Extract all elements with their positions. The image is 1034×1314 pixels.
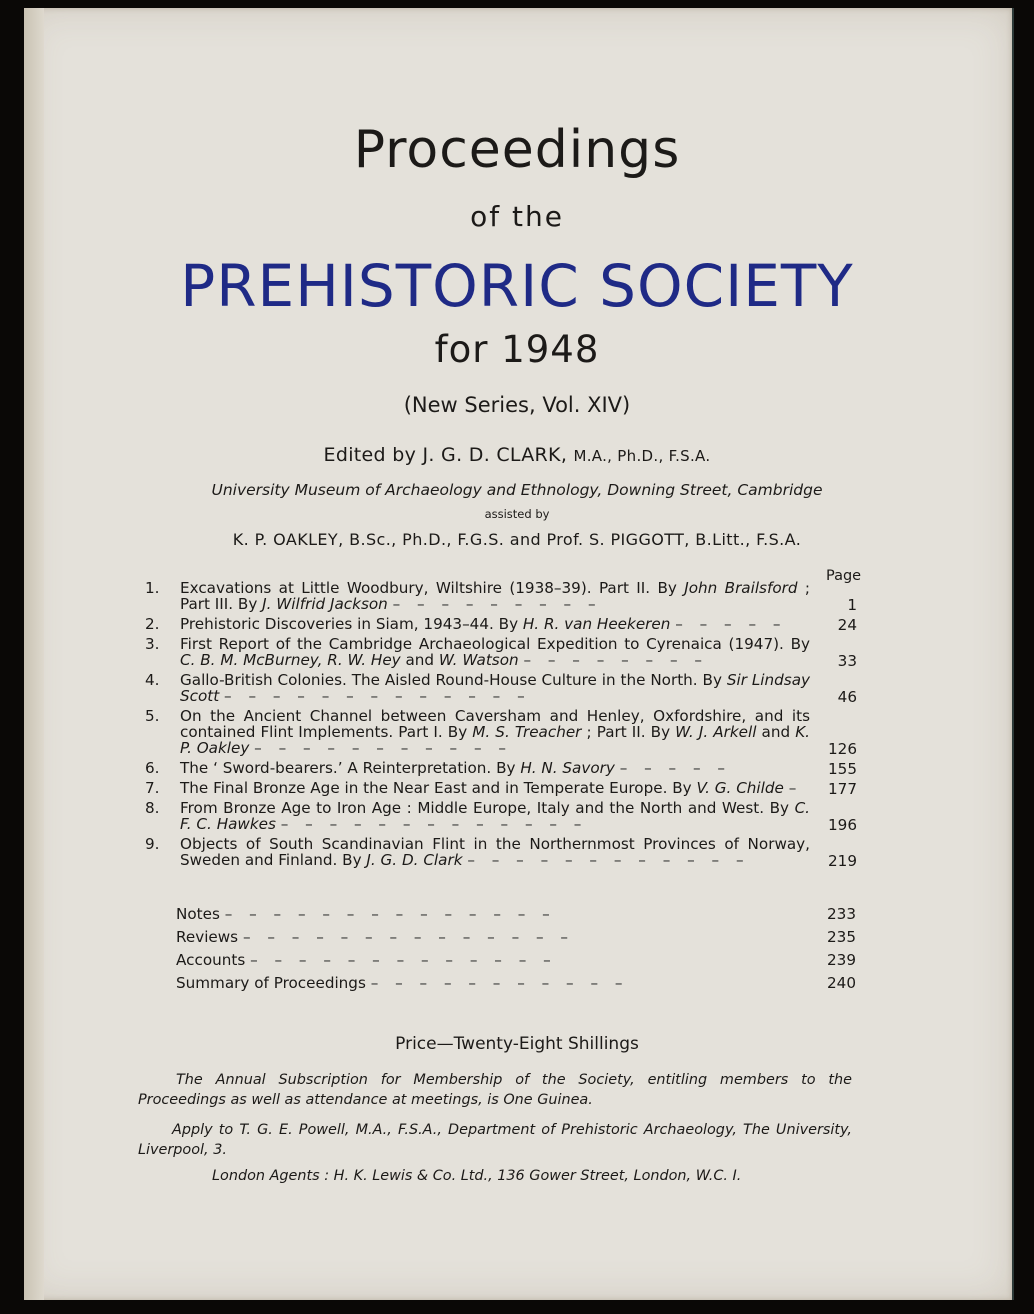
toc-entry: [145, 760, 865, 776]
editor-qualifications: M.A., Ph.D., F.S.A.: [573, 447, 711, 465]
toc-entry: [145, 780, 865, 796]
toc-entry-page: 126: [828, 740, 857, 758]
toc-entry-page: 196: [828, 816, 857, 834]
toc-entry-title: Excavations at Little Woodbury, Wiltshire (1938–39). Part II. By John Brailsford ; Part III. By J. Wilfrid Jackson – – – – – – – – –: [180, 579, 810, 613]
toc-entry-title: On the Ancient Channel between Caversham and Henley, Oxfordshire, and its contained Flint Implements. Part I. By M. S. Treacher ; Part II. By W. J. Arkell and K. P. Oakley – – – – – – – – – – –: [180, 707, 811, 757]
toc-entry: [145, 800, 865, 832]
title-of-the: of the: [470, 200, 564, 233]
toc-entry-title: Objects of South Scandinavian Flint in the Northernmost Provinces of Norway, Sweden and Finland. By J. G. D. Clark – – – – – – – – – – – –: [180, 835, 810, 869]
toc-entry-page: 46: [837, 688, 857, 706]
toc-entry-number: 3.: [145, 635, 160, 653]
society-name: PREHISTORIC SOCIETY: [180, 252, 854, 320]
toc-entry-title: From Bronze Age to Iron Age : Middle Europe, Italy and the North and West. By C. F. C. Hawkes – – – – – – – – – – – – –: [180, 799, 810, 833]
toc-entry-page: 24: [837, 616, 857, 634]
toc-page-header: Page: [826, 568, 862, 584]
price-line: Price—Twenty-Eight Shillings: [395, 1034, 639, 1054]
toc-entry: [145, 708, 865, 756]
toc-extra-page: 239: [827, 951, 856, 969]
toc-entry-title: First Report of the Cambridge Archaeological Expedition to Cyrenaica (1947). By C. B. M. McBurney, R. W. Hey and W. Watson – – – – – – – –: [180, 635, 810, 669]
toc-extra-reviews: Reviews – – – – – – – – – – – – – – 235: [176, 928, 856, 946]
series-volume: (New Series, Vol. XIV): [403, 393, 631, 417]
toc-extra-notes: Notes – – – – – – – – – – – – – – 233: [176, 905, 856, 923]
toc-entry-page: 177: [828, 780, 857, 798]
toc-entry-number: 9.: [145, 835, 160, 853]
toc-entry-page: 219: [828, 852, 857, 870]
toc-entry-title: Prehistoric Discoveries in Siam, 1943–44. By H. R. van Heekeren – – – – –: [180, 615, 787, 633]
toc-extra-summary: Summary of Proceedings – – – – – – – – – – – 240: [176, 974, 856, 992]
toc-entry-number: 5.: [145, 707, 160, 725]
toc-entry: [145, 636, 865, 668]
toc-extra-accounts: Accounts – – – – – – – – – – – – – 239: [176, 951, 856, 969]
editor-institution: University Museum of Archaeology and Ethnology, Downing Street, Cambridge: [211, 481, 823, 499]
apply-note: Apply to T. G. E. Powell, M.A., F.S.A., Department of Prehistoric Archaeology, The University, Liverpool, 3.: [138, 1122, 852, 1158]
table-of-contents: [145, 578, 865, 872]
assistant-editors: K. P. OAKLEY, B.Sc., Ph.D., F.G.S. and Prof. S. PIGGOTT, B.Litt., F.S.A.: [232, 530, 802, 549]
toc-entry-title: Gallo-British Colonies. The Aisled Round-House Culture in the North. By Sir Lindsay Scott – – – – – – – – – – – – –: [180, 671, 810, 705]
toc-extra-page: 235: [827, 928, 856, 946]
editor-name: Edited by J. G. D. CLARK,: [323, 444, 568, 466]
toc-entry: [145, 672, 865, 704]
toc-entry-number: 8.: [145, 799, 160, 817]
toc-entry-page: 33: [837, 652, 857, 670]
london-agents-note: London Agents : H. K. Lewis & Co. Ltd., 136 Gower Street, London, W.C. I.: [212, 1168, 742, 1184]
title-proceedings: Proceedings: [353, 120, 681, 180]
toc-entry-number: 6.: [145, 759, 160, 777]
toc-extra-page: 240: [827, 974, 856, 992]
assisted-by-label: assisted by: [484, 507, 550, 521]
editor-line: [0, 444, 1034, 466]
volume-year: for 1948: [434, 328, 600, 371]
toc-entry-page: 1: [847, 596, 857, 614]
toc-entry-title: The ‘ Sword-bearers.’ A Reinterpretation. By H. N. Savory – – – – –: [180, 759, 731, 777]
toc-entry-page: 155: [828, 760, 857, 778]
toc-extra-page: 233: [827, 905, 856, 923]
toc-entry: [145, 616, 865, 632]
toc-entry: [145, 836, 865, 868]
toc-entry-title: The Final Bronze Age in the Near East and in Temperate Europe. By V. G. Childe –: [180, 779, 803, 797]
toc-entry-number: 1.: [145, 579, 160, 597]
toc-entry-number: 2.: [145, 615, 160, 633]
toc-entry: [145, 580, 865, 612]
toc-entry-number: 7.: [145, 779, 160, 797]
subscription-note: The Annual Subscription for Membership of the Society, entitling members to the Proceedings as well as attendance at meetings, is One Guinea.: [138, 1072, 852, 1108]
toc-entry-number: 4.: [145, 671, 160, 689]
